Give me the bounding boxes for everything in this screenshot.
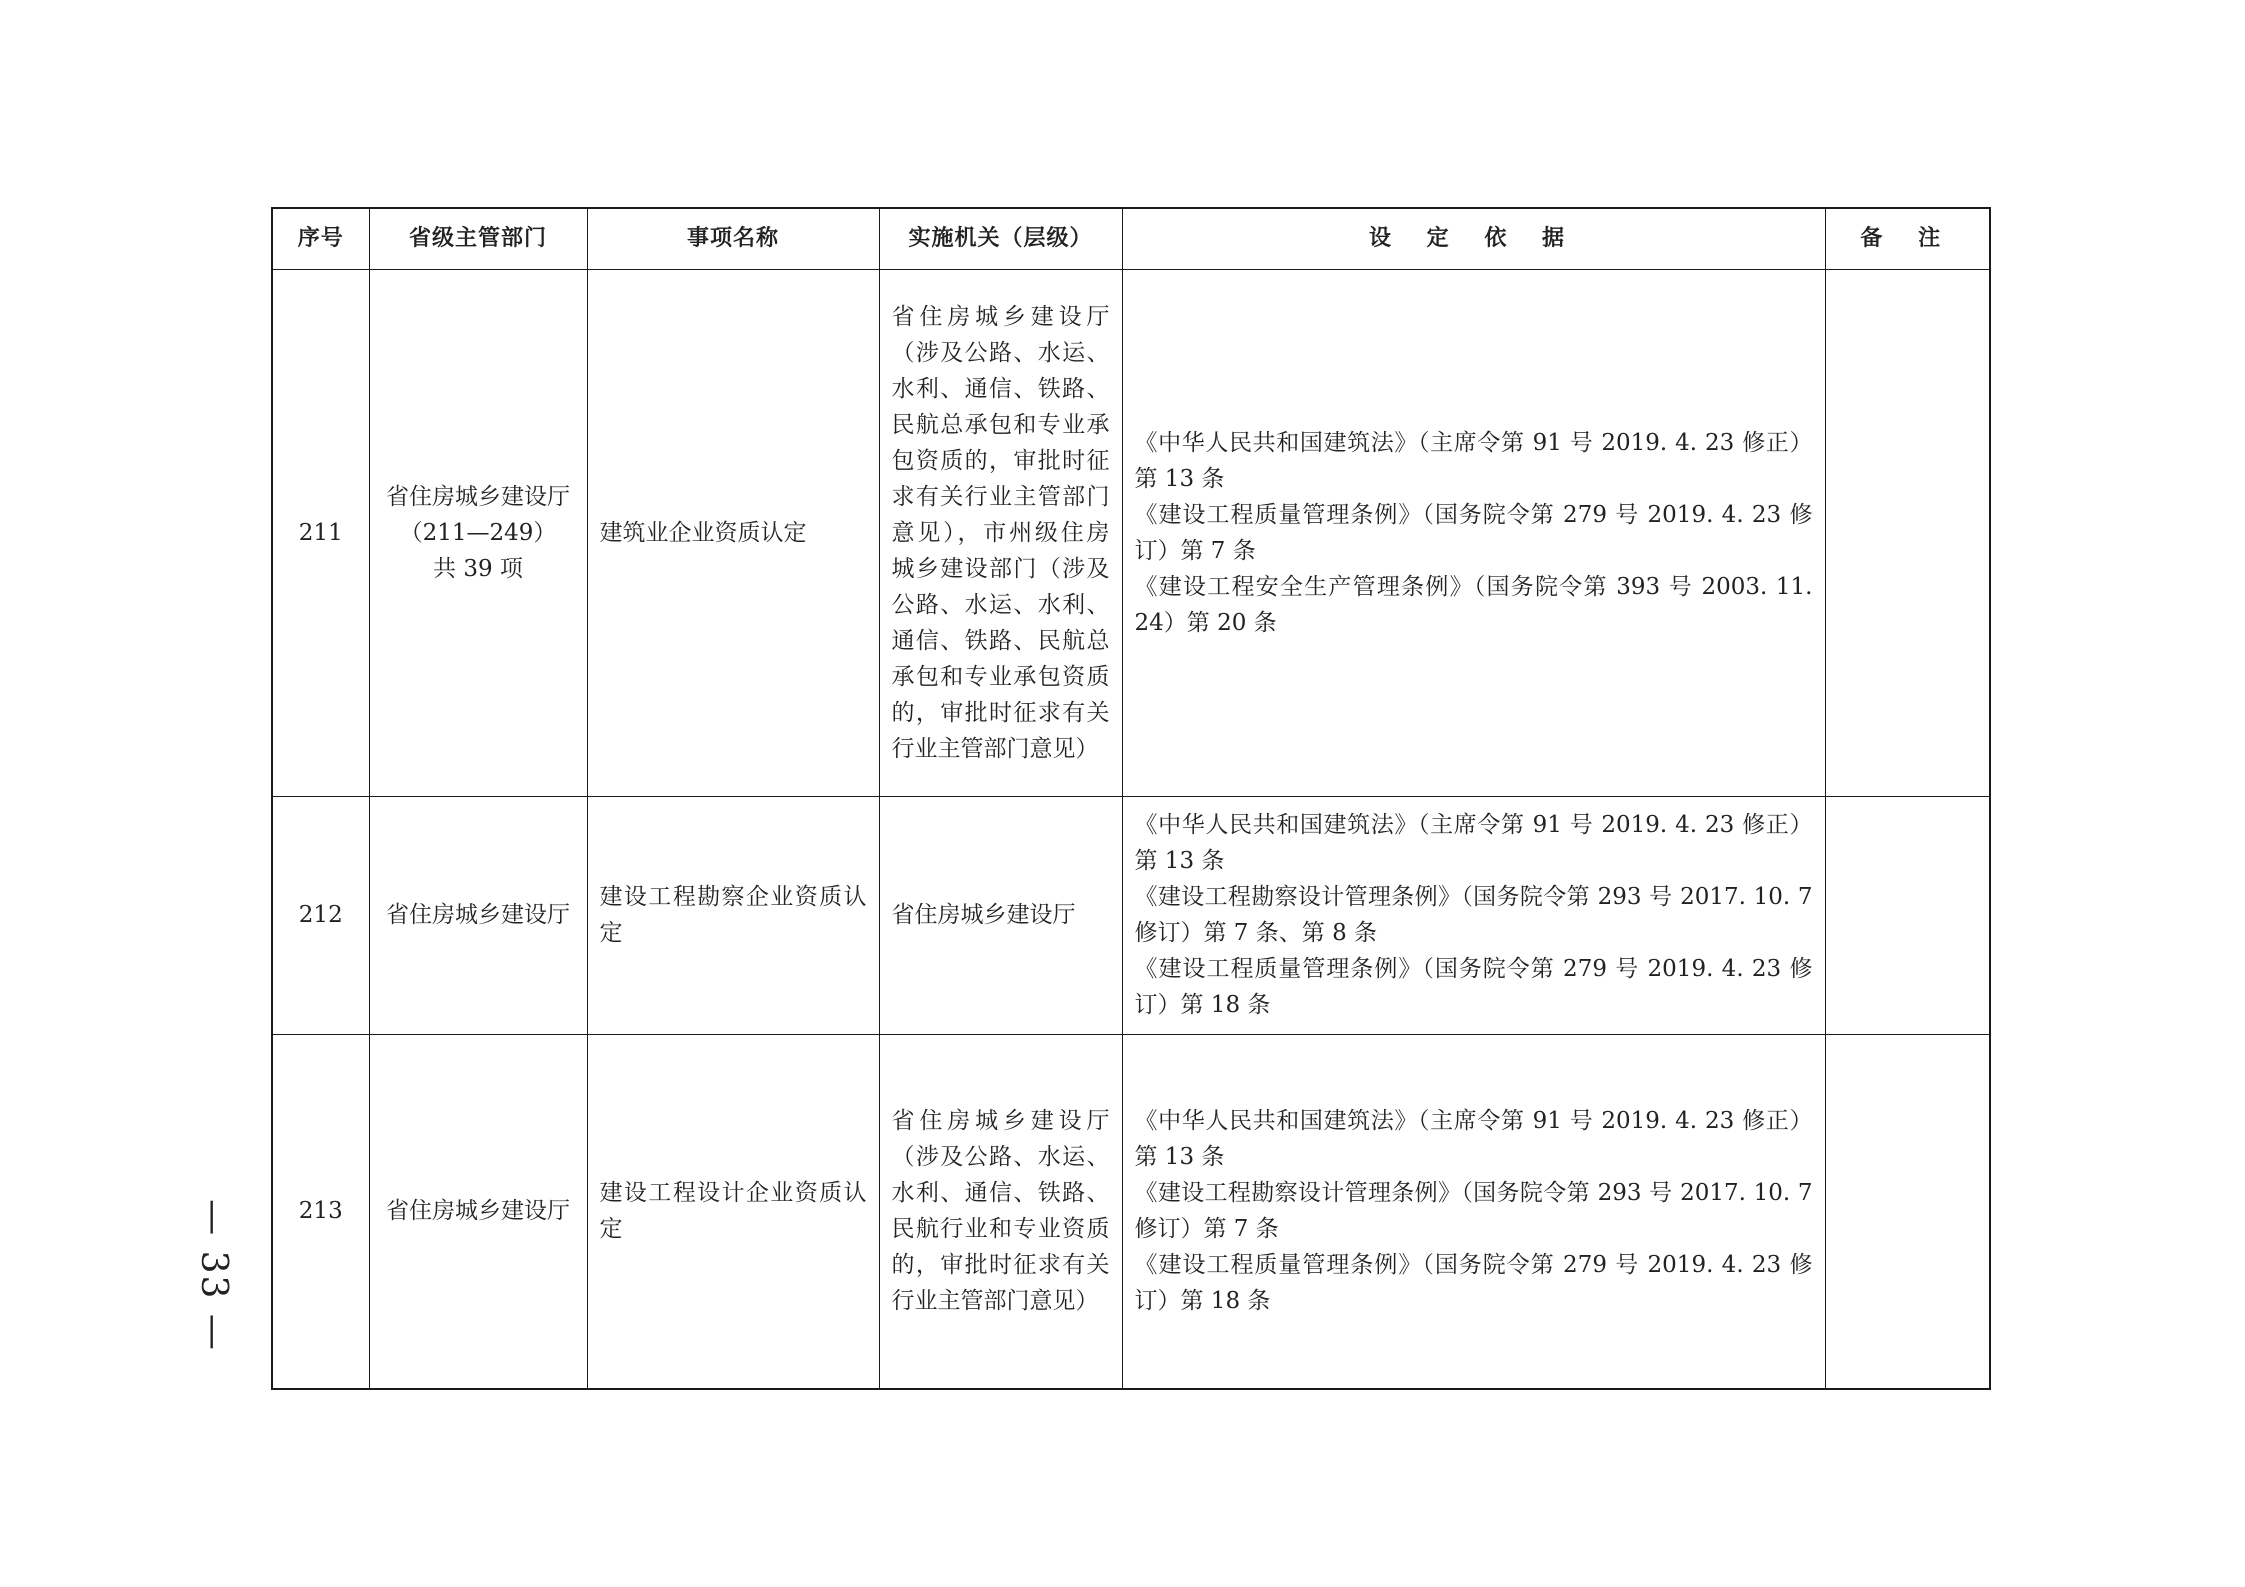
table-header-row: [272, 208, 1990, 269]
basis-line: 《建设工程质量管理条例》（国务院令第 279 号 2019. 4. 23 修订）第 7 条: [1134, 501, 1813, 564]
cell-dept: [369, 1034, 587, 1389]
dept-line: 省住房城乡建设厅: [386, 1198, 570, 1225]
cell-basis: [1122, 1034, 1825, 1389]
dept-line: 省住房城乡建设厅: [386, 483, 570, 510]
cell-note: [1825, 269, 1990, 796]
cell-seq: 211: [272, 269, 369, 796]
basis-line: 《中华人民共和国建筑法》（主席令第 91 号 2019. 4. 23 修正）第 13 条: [1134, 812, 1813, 874]
basis-line: 《中华人民共和国建筑法》（主席令第 91 号 2019. 4. 23 修正）第 13 条: [1134, 429, 1813, 492]
approval-items-table: [271, 207, 1991, 1390]
cell-dept: [369, 796, 587, 1034]
dept-line: 省住房城乡建设厅: [386, 902, 570, 928]
table-row: [272, 1034, 1990, 1389]
basis-line: 《建设工程勘察设计管理条例》（国务院令第 293 号 2017. 10. 7 修订）第 7 条: [1134, 1180, 1813, 1243]
dept-range: （211—249）: [399, 519, 557, 546]
cell-item-name: 建筑业企业资质认定: [587, 269, 879, 796]
cell-note: [1825, 1034, 1990, 1389]
cell-item-name: 建设工程勘察企业资质认定: [587, 796, 879, 1034]
header-note: 备 注: [1825, 208, 1990, 269]
header-name: 事项名称: [587, 208, 879, 269]
basis-line: 《建设工程质量管理条例》（国务院令第 279 号 2019. 4. 23 修订）第 18 条: [1134, 1252, 1813, 1315]
cell-basis: [1122, 796, 1825, 1034]
dept-count: 共 39 项: [433, 555, 523, 582]
basis-line: 《中华人民共和国建筑法》（主席令第 91 号 2019. 4. 23 修正）第 13 条: [1134, 1108, 1813, 1171]
cell-org: 省住房城乡建设厅: [879, 796, 1122, 1034]
basis-line: 《建设工程质量管理条例》（国务院令第 279 号 2019. 4. 23 修订）第 18 条: [1134, 956, 1813, 1018]
basis-line: 《建设工程安全生产管理条例》（国务院令第 393 号 2003. 11. 24）第 20 条: [1134, 573, 1813, 636]
cell-basis: [1122, 269, 1825, 796]
header-org: 实施机关（层级）: [879, 208, 1122, 269]
header-basis: 设 定 依 据: [1122, 208, 1825, 269]
page-number: [188, 1195, 238, 1355]
cell-item-name: 建设工程设计企业资质认定: [587, 1034, 879, 1389]
cell-note: [1825, 796, 1990, 1034]
header-dept: 省级主管部门: [369, 208, 587, 269]
table-row: [272, 796, 1990, 1034]
cell-seq: 212: [272, 796, 369, 1034]
cell-org: 省住房城乡建设厅（涉及公路、水运、水利、通信、铁路、民航总承包和专业承包资质的，审批时征求有关行业主管部门意见），市州级住房城乡建设部门（涉及公路、水运、水利、通信、铁路、民航总承包和专业承包资质的，审批时征求有关行业主管部门意见）: [879, 269, 1122, 796]
cell-seq: 213: [272, 1034, 369, 1389]
page-number-text: — 33 —: [192, 1198, 234, 1352]
cell-org: 省住房城乡建设厅（涉及公路、水运、水利、通信、铁路、民航行业和专业资质的，审批时征求有关行业主管部门意见）: [879, 1034, 1122, 1389]
cell-dept: [369, 269, 587, 796]
table-row: [272, 269, 1990, 796]
basis-line: 《建设工程勘察设计管理条例》（国务院令第 293 号 2017. 10. 7 修订）第 7 条、第 8 条: [1134, 884, 1813, 946]
header-seq: 序号: [272, 208, 369, 269]
